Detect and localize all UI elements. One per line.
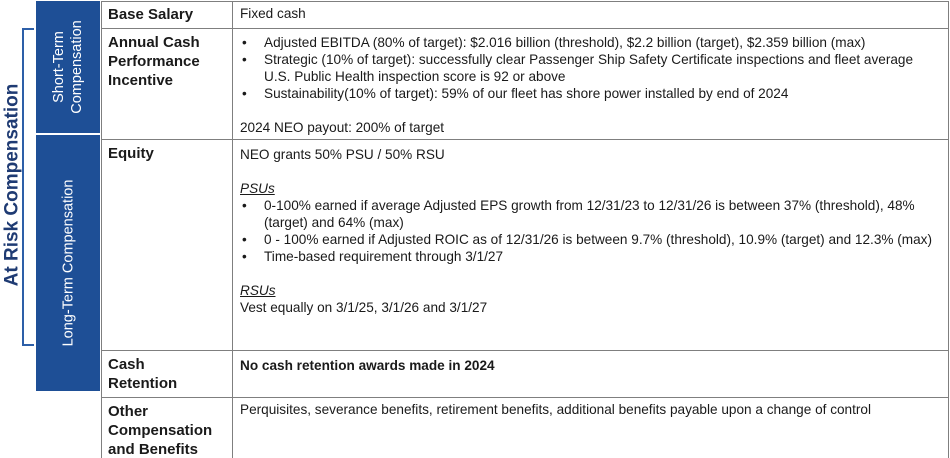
equity-label: Equity: [102, 140, 233, 351]
short-term-label-line-2: Compensation: [69, 20, 85, 114]
base-salary-text: Fixed cash: [233, 2, 949, 29]
short-term-compensation-band: [35, 0, 101, 134]
annual-cash-label-line-2: Performance: [108, 53, 200, 70]
other-compensation-label-line-2: Compensation: [108, 422, 213, 439]
long-term-label: Long-Term Compensation: [60, 179, 76, 347]
compensation-table: [101, 1, 949, 458]
other-compensation-label-line-3: and Benefits: [108, 441, 199, 458]
rsu-vesting-text: Vest equally on 3/1/25, 3/1/26 and 3/1/27: [240, 300, 488, 315]
other-compensation-label: [102, 398, 233, 458]
rsu-heading: RSUs: [240, 283, 276, 298]
psu-bullets: [240, 197, 942, 265]
bullet-sustainability: • Sustainability(10% of target): 59% of our fleet has shore power installed by end of 2024: [240, 85, 942, 102]
annual-cash-label: [102, 29, 233, 140]
annual-cash-label-line-3: Incentive: [108, 72, 174, 89]
row-base-salary: [102, 2, 949, 29]
base-salary-label: Base Salary: [102, 2, 233, 29]
short-term-label-line-1: Short-Term: [51, 31, 67, 103]
row-cash-retention: [102, 351, 949, 398]
short-term-label: [50, 20, 86, 114]
cash-retention-label: [102, 351, 233, 398]
row-annual-cash-incentive: [102, 29, 949, 140]
psu-heading: PSUs: [240, 181, 275, 196]
bullet-psu-eps: • 0-100% earned if average Adjusted EPS growth from 12/31/23 to 12/31/26 is between 37% (threshold), 48% (target) and 64% (max): [240, 197, 942, 231]
equity-details: [233, 140, 949, 351]
row-equity: [102, 140, 949, 351]
at-risk-compensation-label: At Risk Compensation: [1, 83, 23, 287]
bullet-strategic: • Strategic (10% of target): successfully clear Passenger Ship Safety Certificate inspections and fleet average U.S. Public Health inspection score is 92 or above: [240, 51, 942, 85]
bullet-psu-time: • Time-based requirement through 3/1/27: [240, 248, 942, 265]
at-risk-label-container: [2, 24, 22, 346]
bullet-psu-roic: • 0 - 100% earned if Adjusted ROIC as of 12/31/26 is between 9.7% (threshold), 10.9% (target) and 12.3% (max): [240, 231, 942, 248]
annual-cash-details: [233, 29, 949, 140]
annual-cash-bullets: [240, 34, 942, 102]
at-risk-bracket: [22, 28, 34, 346]
annual-cash-label-line-1: Annual Cash: [108, 34, 200, 51]
other-compensation-label-line-1: Other: [108, 403, 149, 420]
neo-payout-text: 2024 NEO payout: 200% of target: [240, 120, 445, 135]
other-compensation-text: Perquisites, severance benefits, retirement benefits, additional benefits payable upon a change of control: [233, 398, 949, 458]
cash-retention-text: No cash retention awards made in 2024: [233, 351, 949, 398]
cash-retention-label-line-1: Cash: [108, 356, 145, 373]
equity-grants-text: NEO grants 50% PSU / 50% RSU: [240, 147, 445, 162]
long-term-compensation-band: [35, 134, 101, 392]
cash-retention-label-line-2: Retention: [108, 375, 178, 392]
row-other-compensation: [102, 398, 949, 458]
bullet-adjusted-ebitda: • Adjusted EBITDA (80% of target): $2.016 billion (threshold), $2.2 billion (target), $2.359 billion (max): [240, 34, 942, 51]
